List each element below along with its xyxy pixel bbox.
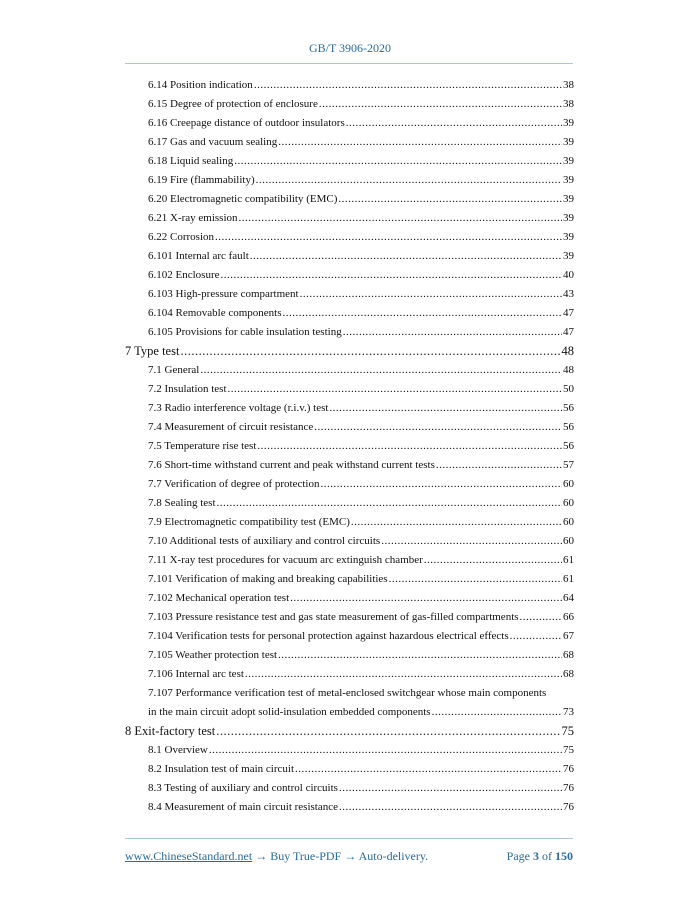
toc-dot-leader <box>338 190 562 209</box>
toc-dot-leader <box>510 627 562 646</box>
toc-entry-title: 6.102 Enclosure <box>148 269 220 281</box>
toc-entry[interactable] <box>125 589 574 608</box>
toc-entry-page: 38 <box>563 79 574 91</box>
toc-entry-page: 39 <box>563 250 574 262</box>
toc-entry-title: 7.4 Measurement of circuit resistance <box>148 421 314 433</box>
toc-entry-title: 7.102 Mechanical operation test <box>148 592 290 604</box>
toc-entry-title: 6.22 Corrosion <box>148 231 214 243</box>
toc-entry-page: 39 <box>563 193 574 205</box>
toc-entry[interactable] <box>125 760 574 779</box>
toc-entry-title: 7.7 Verification of degree of protection <box>148 478 320 490</box>
footer-divider <box>125 838 573 839</box>
toc-entry[interactable] <box>125 741 574 760</box>
toc-entry-page: 39 <box>563 136 574 148</box>
toc-entry[interactable] <box>125 475 574 494</box>
promo-text: → Buy True-PDF → Auto-delivery. <box>252 849 429 863</box>
toc-entry-page: 75 <box>563 744 574 756</box>
toc-entry[interactable] <box>125 532 574 551</box>
toc-entry-title: 7.104 Verification tests for personal protection against hazardous electrical effects <box>148 630 509 642</box>
toc-entry[interactable] <box>125 665 574 684</box>
total-pages: 150 <box>555 849 573 863</box>
toc-entry[interactable] <box>125 399 574 418</box>
toc-entry[interactable] <box>125 247 574 266</box>
toc-dot-leader <box>295 760 562 779</box>
toc-dot-leader <box>257 437 562 456</box>
toc-entry-page: 39 <box>563 212 574 224</box>
toc-entry-title: 6.21 X-ray emission <box>148 212 238 224</box>
toc-entry-page: 60 <box>563 497 574 509</box>
toc-entry-title: 8.3 Testing of auxiliary and control circuits <box>148 782 338 794</box>
toc-entry-title: 7.1 General <box>148 364 200 376</box>
toc-entry[interactable] <box>125 266 574 285</box>
toc-entry-page: 76 <box>563 782 574 794</box>
toc-entry-title: 6.101 Internal arc fault <box>148 250 249 262</box>
toc-dot-leader <box>217 494 562 513</box>
toc-entry-page: 40 <box>563 269 574 281</box>
toc-entry[interactable] <box>125 228 574 247</box>
toc-entry-title: 7.5 Temperature rise test <box>148 440 257 452</box>
toc-entry[interactable] <box>125 646 574 665</box>
toc-entry-page: 64 <box>563 592 574 604</box>
toc-entry-page: 67 <box>563 630 574 642</box>
toc-entry-page: 60 <box>563 478 574 490</box>
toc-entry[interactable] <box>125 627 574 646</box>
toc-entry-page: 60 <box>563 516 574 528</box>
page-counter <box>507 849 573 864</box>
toc-entry-page: 60 <box>563 535 574 547</box>
toc-entry-page: 68 <box>563 649 574 661</box>
toc-entry-page: 50 <box>563 383 574 395</box>
toc-entry[interactable] <box>125 418 574 437</box>
toc-dot-leader <box>245 665 562 684</box>
toc-dot-leader <box>520 608 562 627</box>
toc-dot-leader <box>329 399 562 418</box>
toc-entry[interactable] <box>125 76 574 95</box>
toc-dot-leader <box>220 266 562 285</box>
toc-entry[interactable] <box>125 437 574 456</box>
toc-entry[interactable] <box>125 570 574 589</box>
toc-entry[interactable] <box>125 152 574 171</box>
toc-section-entry[interactable] <box>125 722 574 741</box>
toc-entry-title: 7 Type test <box>125 344 180 358</box>
current-page-number: 3 <box>533 849 539 863</box>
toc-dot-leader <box>239 209 562 228</box>
toc-dot-leader <box>228 380 562 399</box>
toc-dot-leader <box>351 513 562 532</box>
toc-entry[interactable] <box>125 551 574 570</box>
toc-entry-page: 73 <box>563 706 574 718</box>
toc-entry-page: 75 <box>561 724 574 738</box>
toc-entry-title: 7.101 Verification of making and breaking capabilities <box>148 573 388 585</box>
toc-entry-title: 7.9 Electromagnetic compatibility test (EMC) <box>148 516 350 528</box>
toc-entry-page: 68 <box>563 668 574 680</box>
toc-entry-page: 61 <box>563 554 574 566</box>
toc-entry-page: 57 <box>563 459 574 471</box>
toc-entry[interactable] <box>125 779 574 798</box>
toc-entry-title: 7.10 Additional tests of auxiliary and control circuits <box>148 535 381 547</box>
toc-dot-leader <box>424 551 562 570</box>
toc-entry-title: 8 Exit-factory test <box>125 724 216 738</box>
toc-dot-leader <box>200 361 562 380</box>
toc-dot-leader <box>436 456 562 475</box>
toc-dot-leader <box>254 76 562 95</box>
toc-entry-page: 56 <box>563 440 574 452</box>
toc-dot-leader <box>209 741 562 760</box>
toc-entry-title: 7.3 Radio interference voltage (r.i.v.) test <box>148 402 329 414</box>
toc-dot-leader <box>278 133 562 152</box>
toc-dot-leader <box>215 228 562 247</box>
toc-section-entry[interactable] <box>125 342 574 361</box>
toc-entry-page: 76 <box>563 801 574 813</box>
toc-entry[interactable] <box>125 209 574 228</box>
toc-dot-leader <box>389 570 562 589</box>
toc-dot-leader <box>300 285 562 304</box>
toc-entry-title: 6.17 Gas and vacuum sealing <box>148 136 278 148</box>
toc-entry[interactable] <box>125 361 574 380</box>
toc-dot-leader <box>278 646 562 665</box>
toc-entry-page: 39 <box>563 155 574 167</box>
toc-entry[interactable] <box>125 798 574 817</box>
toc-dot-leader <box>346 114 562 133</box>
toc-entry-page: 76 <box>563 763 574 775</box>
of-word: of <box>542 849 552 863</box>
toc-entry-title: 7.105 Weather protection test <box>148 649 278 661</box>
toc-dot-leader <box>180 342 560 361</box>
toc-entry-title: 7.11 X-ray test procedures for vacuum arc extinguish chamber <box>148 554 423 566</box>
toc-dot-leader <box>283 304 562 323</box>
toc-entry-page: 48 <box>563 364 574 376</box>
toc-entry[interactable] <box>125 513 574 532</box>
toc-entry-title-line1: 7.107 Performance verification test of metal-enclosed switchgear whose main components <box>148 687 547 699</box>
toc-dot-leader <box>250 247 562 266</box>
toc-entry-title: 7.8 Sealing test <box>148 497 216 509</box>
toc-entry-page: 61 <box>563 573 574 585</box>
toc-entry-title: 6.20 Electromagnetic compatibility (EMC) <box>148 193 338 205</box>
toc-entry-title: 6.19 Fire (flammability) <box>148 174 255 186</box>
toc-entry-title: 7.103 Pressure resistance test and gas state measurement of gas-filled compartments <box>148 611 519 623</box>
toc-dot-leader <box>432 703 562 722</box>
toc-entry[interactable] <box>125 494 574 513</box>
table-of-contents <box>125 76 574 817</box>
toc-dot-leader <box>339 798 562 817</box>
toc-entry-title-line2: in the main circuit adopt solid-insulation embedded components <box>148 706 431 718</box>
page-word: Page <box>506 849 530 863</box>
toc-entry[interactable] <box>125 114 574 133</box>
toc-entry[interactable] <box>125 608 574 627</box>
toc-entry-page: 39 <box>563 174 574 186</box>
site-link[interactable]: www.ChineseStandard.net <box>125 849 253 863</box>
toc-entry-title: 8.1 Overview <box>148 744 208 756</box>
toc-entry[interactable] <box>125 190 574 209</box>
toc-entry[interactable] <box>125 456 574 475</box>
toc-dot-leader <box>314 418 562 437</box>
toc-dot-leader <box>290 589 562 608</box>
toc-entry[interactable] <box>125 133 574 152</box>
toc-dot-leader <box>320 475 562 494</box>
toc-entry-title: 6.103 High-pressure compartment <box>148 288 299 300</box>
toc-entry-title: 6.18 Liquid sealing <box>148 155 234 167</box>
toc-dot-leader <box>234 152 562 171</box>
toc-entry-title: 6.15 Degree of protection of enclosure <box>148 98 318 110</box>
toc-entry-title: 7.106 Internal arc test <box>148 668 244 680</box>
toc-entry[interactable] <box>125 323 574 342</box>
toc-entry-page: 38 <box>563 98 574 110</box>
toc-entry-title: 6.14 Position indication <box>148 79 253 91</box>
toc-dot-leader <box>343 323 562 342</box>
header-divider <box>125 63 573 64</box>
toc-entry-page: 48 <box>561 344 574 358</box>
toc-entry-title: 6.104 Removable components <box>148 307 282 319</box>
toc-dot-leader <box>381 532 562 551</box>
toc-entry[interactable] <box>125 285 574 304</box>
toc-entry[interactable] <box>125 95 574 114</box>
toc-dot-leader <box>339 779 562 798</box>
toc-entry-multiline[interactable] <box>125 684 574 722</box>
toc-entry-title: 6.105 Provisions for cable insulation testing <box>148 326 342 338</box>
toc-entry-title: 8.4 Measurement of main circuit resistance <box>148 801 338 813</box>
toc-entry[interactable] <box>125 380 574 399</box>
toc-entry-title: 8.2 Insulation test of main circuit <box>148 763 295 775</box>
toc-entry-title: 7.6 Short-time withstand current and peak withstand current tests <box>148 459 435 471</box>
toc-entry-title: 7.2 Insulation test <box>148 383 227 395</box>
toc-entry-page: 66 <box>563 611 574 623</box>
toc-entry[interactable] <box>125 304 574 323</box>
toc-entry-page: 39 <box>563 231 574 243</box>
toc-dot-leader <box>256 171 562 190</box>
toc-entry-page: 39 <box>563 117 574 129</box>
toc-entry-page: 47 <box>563 307 574 319</box>
toc-entry-title: 6.16 Creepage distance of outdoor insulators <box>148 117 345 129</box>
toc-entry-page: 56 <box>563 421 574 433</box>
toc-dot-leader <box>319 95 562 114</box>
toc-entry-page: 56 <box>563 402 574 414</box>
toc-dot-leader <box>216 722 560 741</box>
toc-entry-page: 47 <box>563 326 574 338</box>
page-header-title: GB/T 3906-2020 <box>308 41 392 55</box>
toc-entry[interactable] <box>125 171 574 190</box>
toc-entry-page: 43 <box>563 288 574 300</box>
